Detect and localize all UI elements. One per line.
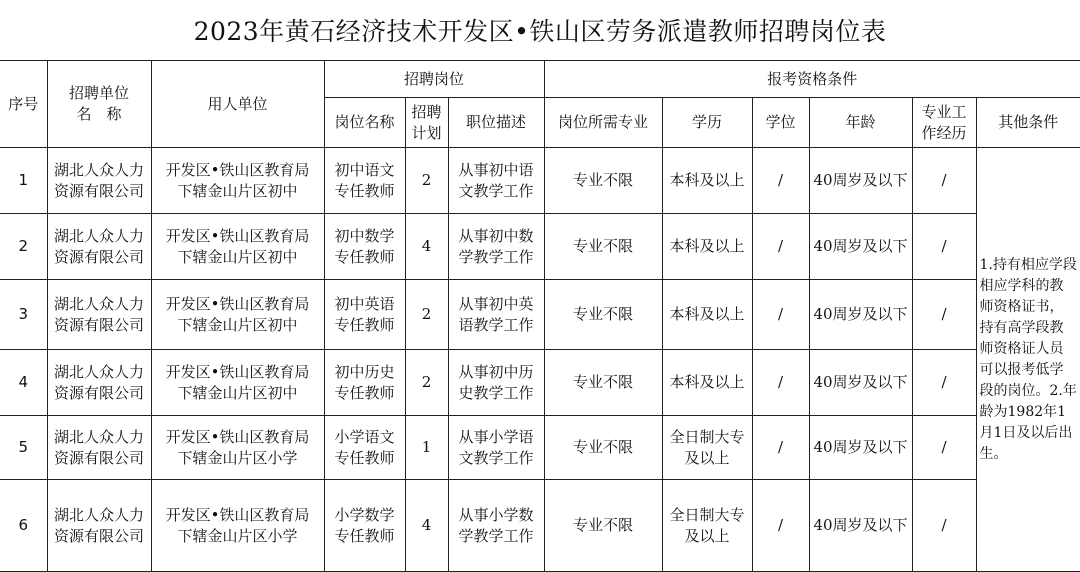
cell-description-line1: 从事初中语 (458, 160, 534, 179)
cell-seq: 3 (0, 280, 47, 350)
cell-education (662, 214, 752, 280)
cell-education (662, 280, 752, 350)
cell-employer (151, 416, 324, 480)
cell-description-line1: 从事小学语 (458, 427, 534, 446)
cell-employer-line1: 开发区•铁山区教育局 (165, 160, 310, 179)
cell-major: 专业不限 (544, 350, 662, 416)
cell-age: 40周岁及以下 (809, 480, 912, 572)
cell-unit (47, 480, 151, 572)
cell-employer-line2: 下辖金山片区初中 (177, 181, 298, 200)
cell-description-line2: 语教学工作 (458, 315, 534, 334)
table-row (0, 214, 1080, 280)
cell-position-line1: 初中语文 (334, 160, 395, 179)
cell-degree: / (752, 416, 809, 480)
cell-plan: 2 (405, 350, 448, 416)
cell-employer-line1: 开发区•铁山区教育局 (165, 427, 310, 446)
cell-description-line2: 学教学工作 (458, 526, 534, 545)
cell-position-line1: 初中英语 (334, 294, 395, 313)
table-row (0, 350, 1080, 416)
cell-employer (151, 148, 324, 214)
cell-plan: 4 (405, 480, 448, 572)
cell-experience: / (912, 480, 976, 572)
cell-employer-line2: 下辖金山片区小学 (177, 526, 298, 545)
cell-education-line1: 本科及以上 (669, 373, 745, 391)
cell-education-line2: 及以上 (684, 448, 730, 467)
cell-description-line1: 从事初中历 (458, 362, 534, 381)
cell-unit-line2: 资源有限公司 (53, 181, 144, 200)
page-title: 2023年黄石经济技术开发区•铁山区劳务派遣教师招聘岗位表 (0, 0, 1080, 61)
cell-description-line1: 从事初中数 (458, 226, 534, 245)
recruitment-table (0, 60, 1080, 572)
cell-employer-line2: 下辖金山片区初中 (177, 315, 298, 334)
cell-position-line2: 专任教师 (334, 247, 395, 266)
cell-seq: 5 (0, 416, 47, 480)
cell-education-line1: 全日制大专 (669, 505, 745, 524)
cell-employer (151, 214, 324, 280)
table-row (0, 416, 1080, 480)
header-degree: 学位 (752, 98, 809, 148)
cell-position (324, 416, 405, 480)
cell-position (324, 350, 405, 416)
cell-plan: 2 (405, 148, 448, 214)
cell-description (448, 148, 544, 214)
cell-other-conditions: 1.持有相应学段相应学科的教师资格证书，持有高学段教师资格证人员可以报考低学段的岗位。2.年龄为1982年1月1日及以后出生。 (976, 148, 1080, 572)
cell-employer-line2: 下辖金山片区小学 (177, 448, 298, 467)
header-unit-name-line1: 招聘单位 (68, 84, 129, 102)
header-experience (912, 98, 976, 148)
cell-plan: 1 (405, 416, 448, 480)
cell-education (662, 480, 752, 572)
cell-experience: / (912, 148, 976, 214)
cell-plan: 2 (405, 280, 448, 350)
cell-position-line2: 专任教师 (334, 448, 395, 467)
cell-major: 专业不限 (544, 280, 662, 350)
cell-description-line2: 学教学工作 (458, 247, 534, 266)
header-positions-group: 招聘岗位 (324, 61, 544, 98)
header-education: 学历 (662, 98, 752, 148)
cell-education (662, 416, 752, 480)
cell-employer-line1: 开发区•铁山区教育局 (165, 226, 310, 245)
cell-unit-line1: 湖北人众人力 (53, 226, 144, 245)
cell-position (324, 214, 405, 280)
cell-unit (47, 148, 151, 214)
cell-employer-line1: 开发区•铁山区教育局 (165, 294, 310, 313)
cell-degree: / (752, 280, 809, 350)
cell-employer-line1: 开发区•铁山区教育局 (165, 362, 310, 381)
cell-position-line1: 小学数学 (334, 505, 395, 524)
header-experience-line1: 专业工 (921, 102, 967, 121)
cell-position-line2: 专任教师 (334, 181, 395, 200)
cell-employer-line1: 开发区•铁山区教育局 (165, 505, 310, 524)
table-row (0, 280, 1080, 350)
cell-unit-line1: 湖北人众人力 (53, 362, 144, 381)
cell-education (662, 148, 752, 214)
cell-degree: / (752, 148, 809, 214)
cell-degree: / (752, 480, 809, 572)
cell-unit-line2: 资源有限公司 (53, 315, 144, 334)
header-position-name: 岗位名称 (324, 98, 405, 148)
cell-description (448, 416, 544, 480)
header-unit-name-line2: 名 称 (76, 105, 122, 123)
cell-seq: 1 (0, 148, 47, 214)
cell-degree: / (752, 350, 809, 416)
header-employer: 用人单位 (151, 61, 324, 148)
cell-experience: / (912, 280, 976, 350)
cell-seq: 2 (0, 214, 47, 280)
header-description: 职位描述 (448, 98, 544, 148)
cell-employer-line2: 下辖金山片区初中 (177, 383, 298, 402)
cell-position-line2: 专任教师 (334, 315, 395, 334)
cell-major: 专业不限 (544, 480, 662, 572)
cell-experience: / (912, 416, 976, 480)
cell-education-line2: 及以上 (684, 526, 730, 545)
cell-age: 40周岁及以下 (809, 350, 912, 416)
cell-description-line1: 从事小学数 (458, 505, 534, 524)
cell-education (662, 350, 752, 416)
header-major: 岗位所需专业 (544, 98, 662, 148)
cell-unit-line2: 资源有限公司 (53, 247, 144, 266)
header-seq: 序号 (0, 61, 47, 148)
cell-position-line1: 初中数学 (334, 226, 395, 245)
cell-education-line1: 全日制大专 (669, 427, 745, 446)
table-row (0, 148, 1080, 214)
cell-description-line1: 从事初中英 (458, 294, 534, 313)
cell-education-line1: 本科及以上 (669, 171, 745, 189)
cell-age: 40周岁及以下 (809, 416, 912, 480)
cell-seq: 6 (0, 480, 47, 572)
cell-description-line2: 文教学工作 (458, 181, 534, 200)
cell-unit-line1: 湖北人众人力 (53, 160, 144, 179)
header-experience-line2: 作经历 (921, 123, 967, 142)
cell-unit-line2: 资源有限公司 (53, 448, 144, 467)
cell-description (448, 480, 544, 572)
cell-unit-line2: 资源有限公司 (53, 383, 144, 402)
cell-unit-line2: 资源有限公司 (53, 526, 144, 545)
cell-education-line1: 本科及以上 (669, 237, 745, 255)
cell-employer-line2: 下辖金山片区初中 (177, 247, 298, 266)
cell-description-line2: 文教学工作 (458, 448, 534, 467)
cell-unit-line1: 湖北人众人力 (53, 294, 144, 313)
header-plan (405, 98, 448, 148)
cell-description (448, 280, 544, 350)
cell-position (324, 480, 405, 572)
header-other: 其他条件 (976, 98, 1080, 148)
cell-seq: 4 (0, 350, 47, 416)
cell-position-line2: 专任教师 (334, 383, 395, 402)
header-plan-line1: 招聘 (411, 102, 442, 121)
header-plan-line2: 计划 (411, 123, 442, 142)
header-qualifications-group: 报考资格条件 (544, 61, 1080, 98)
header-age: 年龄 (809, 98, 912, 148)
cell-unit (47, 416, 151, 480)
cell-major: 专业不限 (544, 416, 662, 480)
cell-education-line1: 本科及以上 (669, 305, 745, 323)
cell-unit (47, 280, 151, 350)
cell-age: 40周岁及以下 (809, 214, 912, 280)
cell-unit (47, 350, 151, 416)
table-row (0, 480, 1080, 572)
cell-major: 专业不限 (544, 214, 662, 280)
cell-major: 专业不限 (544, 148, 662, 214)
cell-unit (47, 214, 151, 280)
cell-age: 40周岁及以下 (809, 148, 912, 214)
cell-unit-line1: 湖北人众人力 (53, 505, 144, 524)
cell-position-line1: 小学语文 (334, 427, 395, 446)
cell-description (448, 214, 544, 280)
cell-unit-line1: 湖北人众人力 (53, 427, 144, 446)
cell-plan: 4 (405, 214, 448, 280)
cell-experience: / (912, 214, 976, 280)
cell-position (324, 148, 405, 214)
cell-description (448, 350, 544, 416)
cell-experience: / (912, 350, 976, 416)
cell-degree: / (752, 214, 809, 280)
cell-employer (151, 480, 324, 572)
cell-position-line2: 专任教师 (334, 526, 395, 545)
cell-employer (151, 350, 324, 416)
cell-age: 40周岁及以下 (809, 280, 912, 350)
header-unit-name (47, 61, 151, 148)
cell-position-line1: 初中历史 (334, 362, 395, 381)
cell-employer (151, 280, 324, 350)
cell-description-line2: 史教学工作 (458, 383, 534, 402)
cell-position (324, 280, 405, 350)
